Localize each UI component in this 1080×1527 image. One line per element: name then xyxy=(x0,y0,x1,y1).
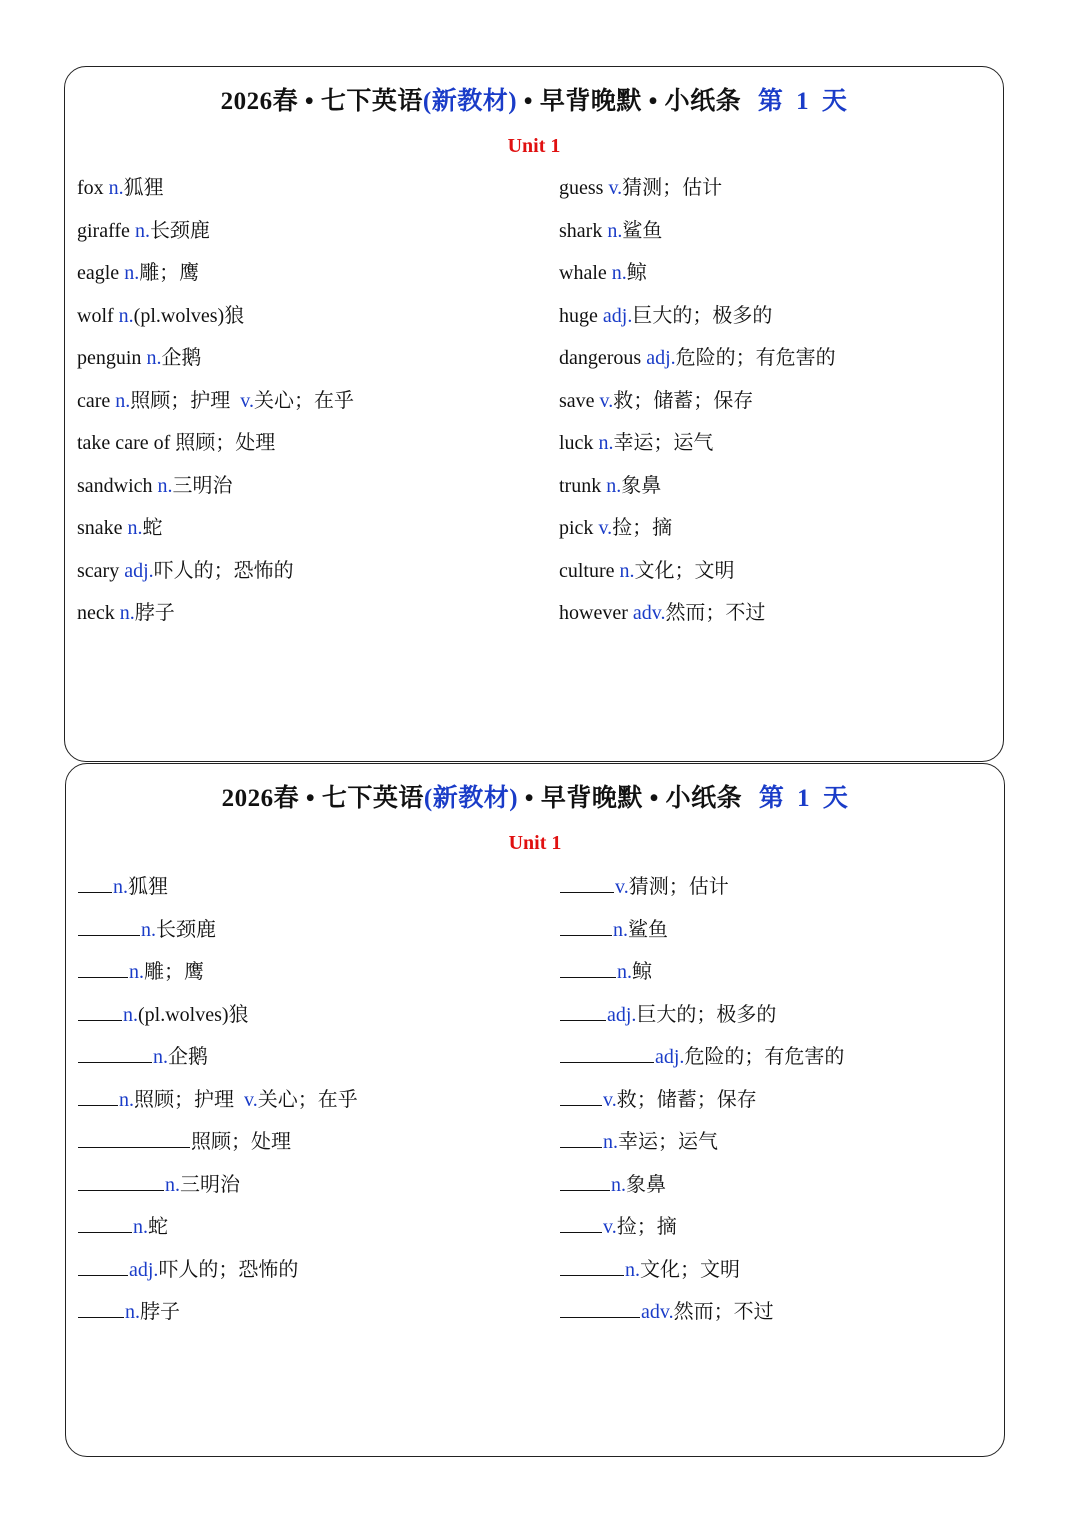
entry-meaning: 猜测；估计 xyxy=(628,876,729,898)
entry-pos: n. xyxy=(129,961,144,983)
vocab-entry xyxy=(77,216,354,259)
entry-pos: n. xyxy=(613,918,628,941)
entry-pos: n. xyxy=(119,602,135,624)
entry-word: pick xyxy=(559,517,594,539)
answer-blank xyxy=(78,1253,128,1276)
entry-word: snake xyxy=(77,517,123,539)
dictation-entry xyxy=(560,1295,844,1338)
entry-word: guess xyxy=(559,177,604,199)
vocab-entry xyxy=(559,386,836,429)
dictation-entry xyxy=(560,1040,844,1083)
entry-meaning: 然而；不过 xyxy=(673,1301,774,1323)
answer-blank xyxy=(560,1253,624,1276)
answer-blank xyxy=(78,1210,132,1233)
entry-pos: adj. xyxy=(602,304,633,327)
answer-blank xyxy=(78,1295,124,1318)
entry-meaning: 蛇 xyxy=(148,1216,168,1238)
entry-meaning: 象鼻 xyxy=(626,1173,666,1196)
answer-blank xyxy=(560,913,612,936)
entry-pos: n. xyxy=(153,1046,168,1068)
title-edition: (新教材) xyxy=(423,785,519,812)
dictation-entry xyxy=(78,1253,358,1296)
vocab-entry xyxy=(559,556,836,599)
title-subject: 七下英语 xyxy=(321,785,424,812)
entry-pos: n. xyxy=(115,389,131,412)
entry-pos: n. xyxy=(598,432,614,454)
entry-meaning: 象鼻 xyxy=(621,474,662,497)
entry-pos: n. xyxy=(125,1301,140,1323)
card-title xyxy=(66,778,1004,814)
entry-pos: n. xyxy=(607,219,623,242)
entry-pos: n. xyxy=(157,474,173,497)
vocab-entry xyxy=(559,258,836,301)
entry-meaning: 文化；文明 xyxy=(634,559,735,582)
answer-blank xyxy=(560,1168,610,1191)
entry-meaning: 幸运；运气 xyxy=(613,432,714,454)
vocab-entry xyxy=(77,301,354,344)
card-title xyxy=(65,81,1003,117)
entry-meaning: 救；储蓄；保存 xyxy=(616,1088,757,1111)
vocab-entry xyxy=(77,258,354,301)
answer-blank xyxy=(78,998,122,1021)
vocab-entry xyxy=(77,598,354,641)
entry-word: save xyxy=(559,389,595,412)
entry-meaning: (pl.wolves)狼 xyxy=(138,1003,249,1026)
title-day-prefix: 第 xyxy=(758,785,785,812)
title-dot: • xyxy=(305,785,316,812)
entry-pos: n. xyxy=(625,1258,640,1281)
title-series: 早背晚默 xyxy=(540,785,643,812)
entry-meaning: 鲸 xyxy=(626,262,647,284)
entry-pos: n. xyxy=(606,474,622,497)
entry-pos: n. xyxy=(108,177,124,199)
answer-blank xyxy=(78,870,112,893)
vocab-entry xyxy=(77,556,354,599)
entry-meaning: 猜测；估计 xyxy=(622,177,723,199)
entry-word: care xyxy=(77,389,111,412)
entry-meaning: 巨大的；极多的 xyxy=(636,1003,777,1026)
dictation-entry xyxy=(560,913,844,956)
entry-word: huge xyxy=(559,304,598,327)
entry-pos: v. xyxy=(608,177,623,199)
dictation-entry xyxy=(78,1168,358,1211)
title-format: 小纸条 xyxy=(664,88,742,115)
vocab-entry xyxy=(559,343,836,386)
vocab-entry xyxy=(77,471,354,514)
answer-blank xyxy=(78,955,128,978)
entry-meaning: 巨大的；极多的 xyxy=(632,304,773,327)
entry-word: neck xyxy=(77,602,115,624)
answer-blank xyxy=(78,1125,190,1148)
vocab-entry xyxy=(559,513,836,556)
entry-meaning: 危险的；有危害的 xyxy=(684,1046,845,1068)
entry-pos: v. xyxy=(603,1216,617,1238)
dictation-entry xyxy=(560,955,844,998)
entry-pos: v. xyxy=(615,876,629,898)
title-dot: • xyxy=(523,88,534,115)
entry-word: trunk xyxy=(559,474,602,497)
title-year-season: 2026春 xyxy=(221,785,300,812)
title-dot: • xyxy=(648,88,658,115)
entry-pos: adj. xyxy=(607,1003,637,1026)
vocab-entry xyxy=(77,513,354,556)
vocab-entry xyxy=(559,301,836,344)
dictation-list-right xyxy=(560,870,844,1338)
title-day-suffix: 天 xyxy=(822,785,849,812)
entry-meaning: 幸运；运气 xyxy=(618,1131,718,1153)
entry-meaning: 吓人的；恐怖的 xyxy=(153,559,294,582)
vocab-entry xyxy=(77,173,354,216)
title-dot: • xyxy=(524,785,535,812)
title-format: 小纸条 xyxy=(665,785,743,812)
entry-pos: n. xyxy=(141,918,156,941)
entry-pos: adj. xyxy=(655,1046,685,1068)
title-series: 早背晚默 xyxy=(539,88,642,115)
entry-pos: n. xyxy=(617,961,632,983)
unit-heading: Unit 1 xyxy=(508,832,562,854)
answer-blank xyxy=(560,998,606,1021)
title-dot: • xyxy=(649,785,659,812)
answer-blank xyxy=(560,1210,602,1233)
entry-word: scary xyxy=(77,559,120,582)
dictation-entry xyxy=(78,1083,358,1126)
entry-meaning: 三明治 xyxy=(172,474,233,497)
entry-pos: n. xyxy=(611,262,627,284)
dictation-entry xyxy=(560,1083,844,1126)
title-day-number: 1 xyxy=(797,785,811,812)
answer-blank xyxy=(78,913,140,936)
entry-pos: adj. xyxy=(646,347,676,369)
entry-pos: adv. xyxy=(641,1301,674,1323)
entry-meaning: 三明治 xyxy=(180,1173,240,1196)
vocab-card xyxy=(64,66,1004,762)
entry-word: penguin xyxy=(77,347,142,369)
entry-word: however xyxy=(559,602,628,624)
entry-pos: n. xyxy=(146,347,162,369)
entry-meaning: 然而；不过 xyxy=(665,602,766,624)
entry-pos: n. xyxy=(134,219,150,242)
dictation-entry xyxy=(560,1210,844,1253)
entry-meaning: 危险的；有危害的 xyxy=(675,347,836,369)
entry-pos: adv. xyxy=(632,602,666,624)
vocab-entry xyxy=(559,471,836,514)
dictation-entry xyxy=(78,955,358,998)
vocab-list-left xyxy=(77,173,354,641)
entry-pos: v. xyxy=(598,517,613,539)
title-day-number: 1 xyxy=(796,88,810,115)
entry-meaning-secondary: 关心；在乎 xyxy=(254,389,354,412)
title-day-suffix: 天 xyxy=(821,88,848,115)
entry-meaning: 狐狸 xyxy=(128,876,168,898)
entry-meaning: 雕；鹰 xyxy=(139,262,200,284)
entry-word: sandwich xyxy=(77,474,153,497)
title-subject: 七下英语 xyxy=(320,88,423,115)
dictation-entry xyxy=(78,1125,358,1168)
entry-pos: n. xyxy=(133,1216,148,1238)
entry-word: whale xyxy=(559,262,607,284)
entry-meaning: 脖子 xyxy=(140,1301,180,1323)
dictation-entry xyxy=(78,998,358,1041)
entry-meaning: 吓人的；恐怖的 xyxy=(158,1258,299,1281)
vocab-entry xyxy=(559,428,836,471)
entry-meaning: (pl.wolves)狼 xyxy=(133,304,245,327)
entry-meaning: 脖子 xyxy=(134,602,175,624)
entry-meaning: 长颈鹿 xyxy=(149,219,210,242)
entry-word: wolf xyxy=(77,304,114,327)
dictation-entry xyxy=(560,1125,844,1168)
title-edition: (新教材) xyxy=(422,88,518,115)
entry-pos: n. xyxy=(127,517,143,539)
vocab-entry xyxy=(559,173,836,216)
vocab-entry xyxy=(77,343,354,386)
dictation-entry xyxy=(560,998,844,1041)
dictation-entry xyxy=(78,1040,358,1083)
unit-heading: Unit 1 xyxy=(507,135,561,157)
vocab-entry xyxy=(77,386,354,429)
dictation-entry xyxy=(560,1168,844,1211)
dictation-entry xyxy=(78,913,358,956)
dictation-entry xyxy=(560,870,844,913)
entry-pos: adj. xyxy=(129,1258,159,1281)
vocab-entry xyxy=(559,216,836,259)
dictation-entry xyxy=(78,1295,358,1338)
entry-pos: adj. xyxy=(124,559,154,582)
entry-meaning: 鲨鱼 xyxy=(622,219,663,242)
entry-meaning: 雕；鹰 xyxy=(144,961,204,983)
entry-pos: n. xyxy=(165,1173,180,1196)
answer-blank xyxy=(78,1040,152,1063)
dictation-entry xyxy=(560,1253,844,1296)
answer-blank xyxy=(560,870,614,893)
answer-blank xyxy=(560,1083,602,1106)
vocab-list-right xyxy=(559,173,836,641)
entry-word: eagle xyxy=(77,262,120,284)
entry-word: fox xyxy=(77,177,104,199)
entry-meaning: 企鹅 xyxy=(168,1046,208,1068)
answer-blank xyxy=(560,1040,654,1063)
entry-pos: n. xyxy=(113,876,128,898)
entry-meaning: 蛇 xyxy=(142,517,163,539)
answer-blank xyxy=(560,955,616,978)
answer-blank xyxy=(560,1125,602,1148)
entry-meaning: 鲸 xyxy=(632,961,652,983)
entry-pos: v. xyxy=(603,1088,617,1111)
entry-word: dangerous xyxy=(559,347,642,369)
entry-meaning: 照顾；护理 xyxy=(130,389,231,412)
entry-pos-secondary: v. xyxy=(244,1088,258,1111)
title-year-season: 2026春 xyxy=(220,88,299,115)
entry-meaning: 企鹅 xyxy=(161,347,202,369)
entry-pos: n. xyxy=(119,1088,134,1111)
entry-pos: n. xyxy=(123,1003,138,1026)
entry-meaning: 狐狸 xyxy=(123,177,164,199)
entry-pos: n. xyxy=(603,1131,618,1153)
entry-pos: n. xyxy=(611,1173,626,1196)
entry-word: giraffe xyxy=(77,219,130,242)
answer-blank xyxy=(78,1083,118,1106)
entry-pos: n. xyxy=(124,262,140,284)
entry-pos: n. xyxy=(619,559,635,582)
entry-meaning-secondary: 关心；在乎 xyxy=(257,1088,358,1111)
vocab-entry xyxy=(559,598,836,641)
entry-meaning: 捡；摘 xyxy=(616,1216,677,1238)
entry-meaning: 照顾；处理 xyxy=(175,432,276,454)
entry-meaning: 捡；摘 xyxy=(612,517,673,539)
vocab-entry xyxy=(77,428,354,471)
entry-meaning: 鲨鱼 xyxy=(628,918,668,941)
entry-word: shark xyxy=(559,219,603,242)
entry-pos-secondary: v. xyxy=(240,389,254,412)
entry-pos: n. xyxy=(118,304,134,327)
dictation-list-left xyxy=(78,870,358,1338)
dictation-entry xyxy=(78,870,358,913)
answer-blank xyxy=(78,1168,164,1191)
entry-word: culture xyxy=(559,559,615,582)
entry-meaning: 文化；文明 xyxy=(640,1258,740,1281)
dictation-card xyxy=(65,763,1005,1457)
dictation-entry xyxy=(78,1210,358,1253)
title-day-prefix: 第 xyxy=(757,88,784,115)
title-dot: • xyxy=(304,88,315,115)
entry-word: luck xyxy=(559,432,594,454)
entry-meaning: 照顾；处理 xyxy=(191,1131,291,1153)
entry-meaning: 救；储蓄；保存 xyxy=(613,389,754,412)
entry-word: take care of xyxy=(77,432,171,454)
answer-blank xyxy=(560,1295,640,1318)
entry-meaning: 照顾；护理 xyxy=(134,1088,234,1111)
entry-pos: v. xyxy=(599,389,614,412)
entry-meaning: 长颈鹿 xyxy=(156,918,216,941)
